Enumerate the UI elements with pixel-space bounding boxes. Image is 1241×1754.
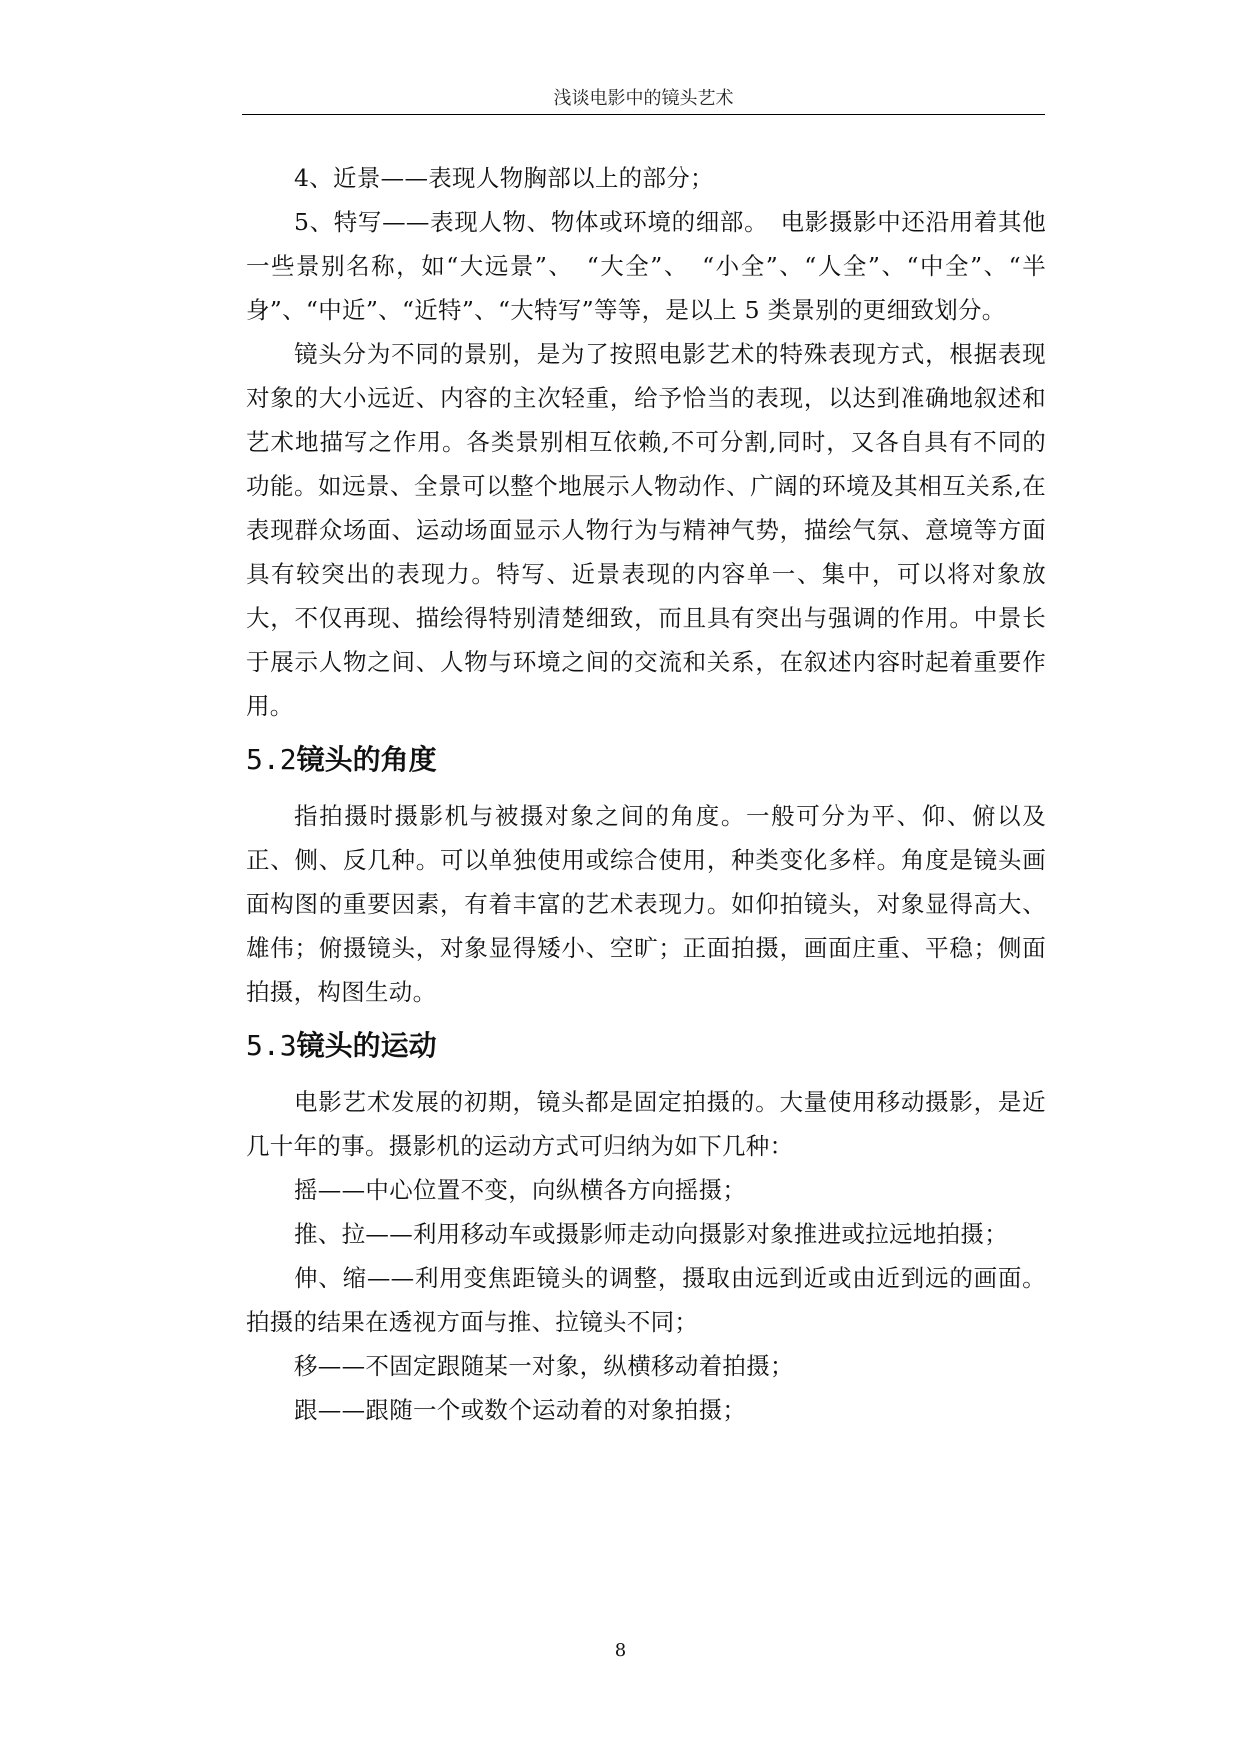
section-title: 镜头的角度: [296, 743, 437, 776]
paragraph-camera-angle: 指拍摄时摄影机与被摄对象之间的角度。一般可分为平、仰、俯以及正、侧、反几种。可以单独使用或综合使用，种类变化多样。角度是镜头画面构图的重要因素，有着丰富的艺术表现力。如仰拍镜头，对象显得高大、雄伟；俯摄镜头，对象显得矮小、空旷；正面拍摄，画面庄重、平稳；侧面拍摄，构图生动。: [246, 802, 1046, 1006]
paragraph-truck: 移——不固定跟随某一对象，纵横移动着拍摄；: [294, 1352, 794, 1380]
paragraph-follow: 跟——跟随一个或数个运动着的对象拍摄；: [294, 1396, 747, 1424]
paragraph-zoom: 伸、缩——利用变焦距镜头的调整，摄取由远到近或由近到远的画面。拍摄的结果在透视方面与推、拉镜头不同；: [246, 1264, 1046, 1336]
paragraph-close-shot: 4、近景——表现人物胸部以上的部分；: [294, 164, 714, 192]
running-header: 浅谈电影中的镜头艺术: [553, 88, 734, 109]
paragraph-dolly: 推、拉——利用移动车或摄影师走动向摄影对象推进或拉远地拍摄；: [294, 1220, 1008, 1248]
page-number: 8: [614, 1640, 627, 1661]
paragraph-shot-sizes: 镜头分为不同的景别，是为了按照电影艺术的特殊表现方式，根据表现对象的大小远近、内容的主次轻重，给予恰当的表现，以达到准确地叙述和艺术地描写之作用。各类景别相互依赖,不可分割,同时，又各自具有不同的功能。如远景、全景可以整个地展示人物动作、广阔的环境及其相互关系,在表现群众场面、运动场面显示人物行为与精神气势，描绘气氛、意境等方面具有较突出的表现力。特写、近景表现的内容单一、集中，可以将对象放大，不仅再现、描绘得特别清楚细致，而且具有突出与强调的作用。中景长于展示人物之间、人物与环境之间的交流和关系，在叙述内容时起着重要作用。: [246, 340, 1046, 720]
header-rule: [242, 114, 1045, 115]
section-number: 5.3: [246, 1029, 297, 1062]
section-heading-5-2: [246, 740, 1046, 780]
document-body: [246, 156, 1046, 1432]
paragraph-pan: 摇——中心位置不变，向纵横各方向摇摄；: [294, 1176, 747, 1204]
paragraph-camera-movement-intro: 电影艺术发展的初期，镜头都是固定拍摄的。大量使用移动摄影，是近几十年的事。摄影机的运动方式可归纳为如下几种：: [246, 1088, 1046, 1160]
paragraph-close-up: 5、特写——表现人物、物体或环境的细部。 电影摄影中还沿用着其他一些景别名称，如“大远景”、 “大全”、 “小全”、“人全”、“中全”、“半身”、“中近”、“近特”、“大特写”等等，是以上 5 类景别的更细致划分。: [246, 208, 1046, 324]
section-number: 5.2: [246, 743, 297, 776]
section-heading-5-3: [246, 1026, 1046, 1066]
section-title: 镜头的运动: [296, 1029, 437, 1062]
